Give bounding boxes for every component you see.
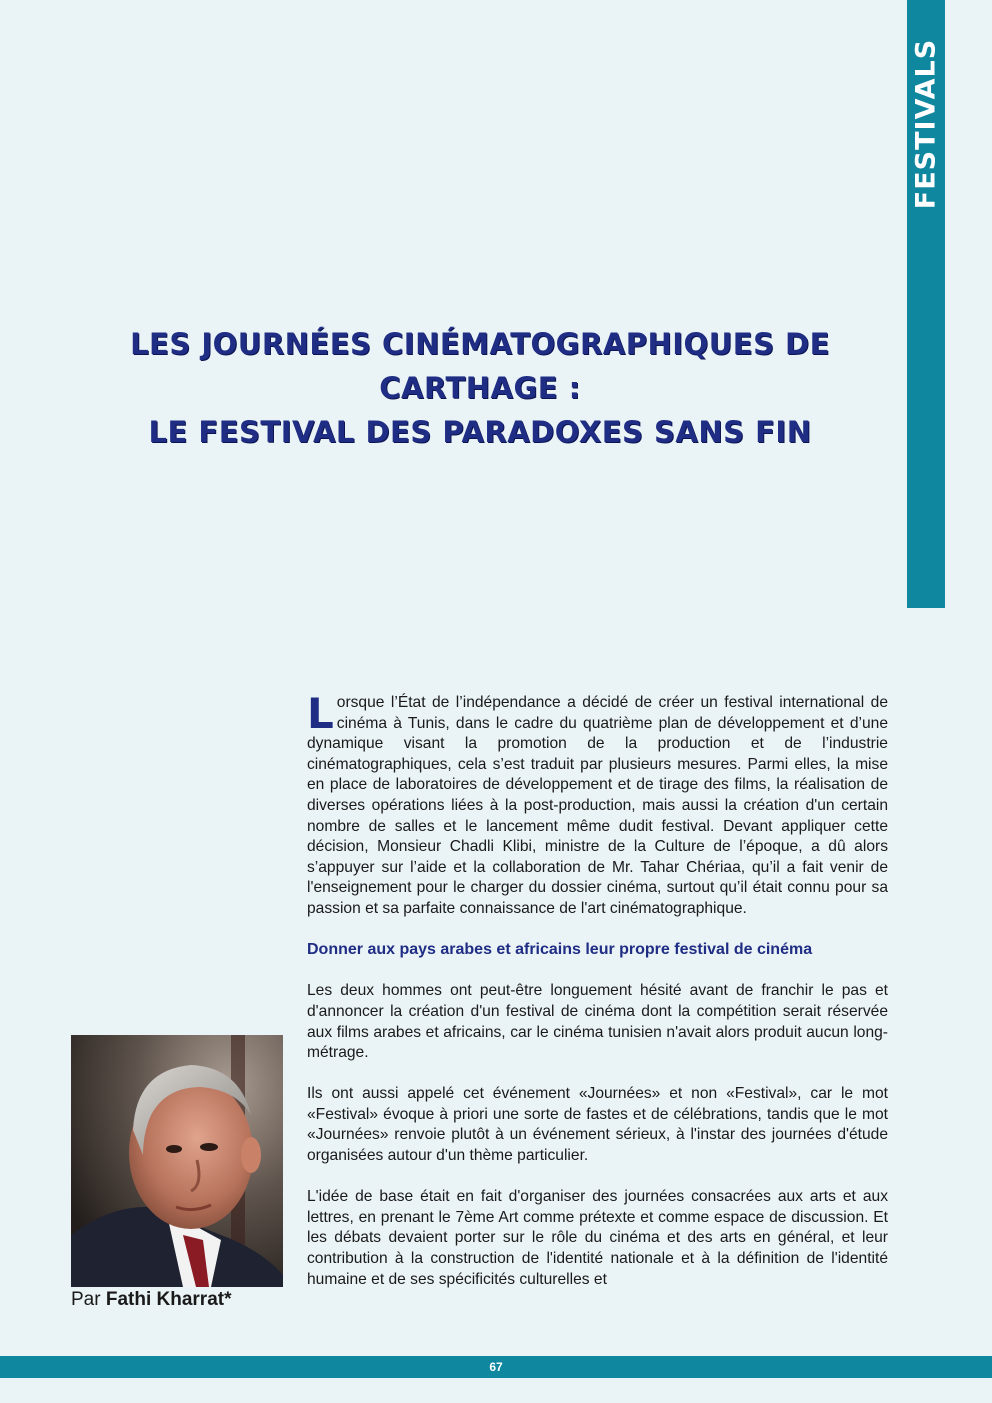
page-number: 67 (489, 1360, 503, 1374)
section-label: FESTIVALS (910, 38, 942, 210)
author-byline (71, 1289, 232, 1311)
article-title-line-1: LES JOURNÉES CINÉMATOGRAPHIQUES DE CARTHAGE : (130, 327, 830, 405)
article-title-line-2: LE FESTIVAL DES PARADOXES SANS FIN (148, 415, 812, 449)
article-subheading: Donner aux pays arabes et africains leur propre festival de cinéma (307, 941, 813, 959)
byline-prefix: Par (71, 1289, 101, 1310)
article-title (60, 322, 900, 454)
article-paragraph-1 (307, 689, 888, 920)
article-paragraph-3: Ils ont aussi appelé cet événement «Journées» et non «Festival», car le mot «Festival» évoque à priori une sorte de fastes et de célébrations, tandis que le mot «Journées» renvoie plutôt à un événement sérieux, à l'instar des journées d'étude organisées autour d'un thème particulier. (307, 1085, 888, 1165)
article-paragraph-4: L'idée de base était en fait d'organiser des journées consacrées aux arts et aux lettres, en prenant le 7ème Art comme prétexte et comme espace de discussion. Et les débats devaient porter sur le rôle du cinéma et des arts en général, et leur contribution à la construction de l'identité nationale et à la définition de l'identité humaine et de ses spécificités culturelles et (307, 1188, 888, 1288)
author-photo (71, 1035, 283, 1287)
footer-band (0, 1356, 992, 1378)
article-paragraph-2: Les deux hommes ont peut-être longuement hésité avant de franchir le pas et d'annoncer la création d'un festival de cinéma dont la compétition serait réservée aux films arabes et africains, car le cinéma tunisien n'avait alors produit aucun long-métrage. (307, 982, 888, 1062)
author-name: Fathi Kharrat* (105, 1289, 232, 1310)
paragraph-1-text: orsque l’État de l’indépendance a décidé de créer un festival international de cinéma à Tunis, dans le cadre du quatrième plan de développement et d’une dynamique visant la promotion de la production et de l’industrie cinématographiques, cela s’est traduit par plusieurs mesures. Parmi elles, la mise en place de laboratoires de développement et de tirage des films, la réalisation de diverses opérations liées à la post-production, mais aussi la création d'un certain nombre de salles et le lancement même dudit festival. Devant appliquer cette décision, Monsieur Chadli Klibi, ministre de la Culture de l’époque, a dû alors s’appuyer sur l’aide et la collaboration de Mr. Tahar Chériaa, qu’il a fait venir de l'enseignement pour le charger du dossier cinéma, surtout qu’il était connu pour sa passion et sa parfaite connaissance de l'art cinématographique. (307, 694, 888, 917)
section-tab (907, 0, 945, 608)
drop-cap: L (307, 689, 334, 738)
author-portrait-illustration (71, 1035, 283, 1287)
article-body (307, 689, 888, 1311)
